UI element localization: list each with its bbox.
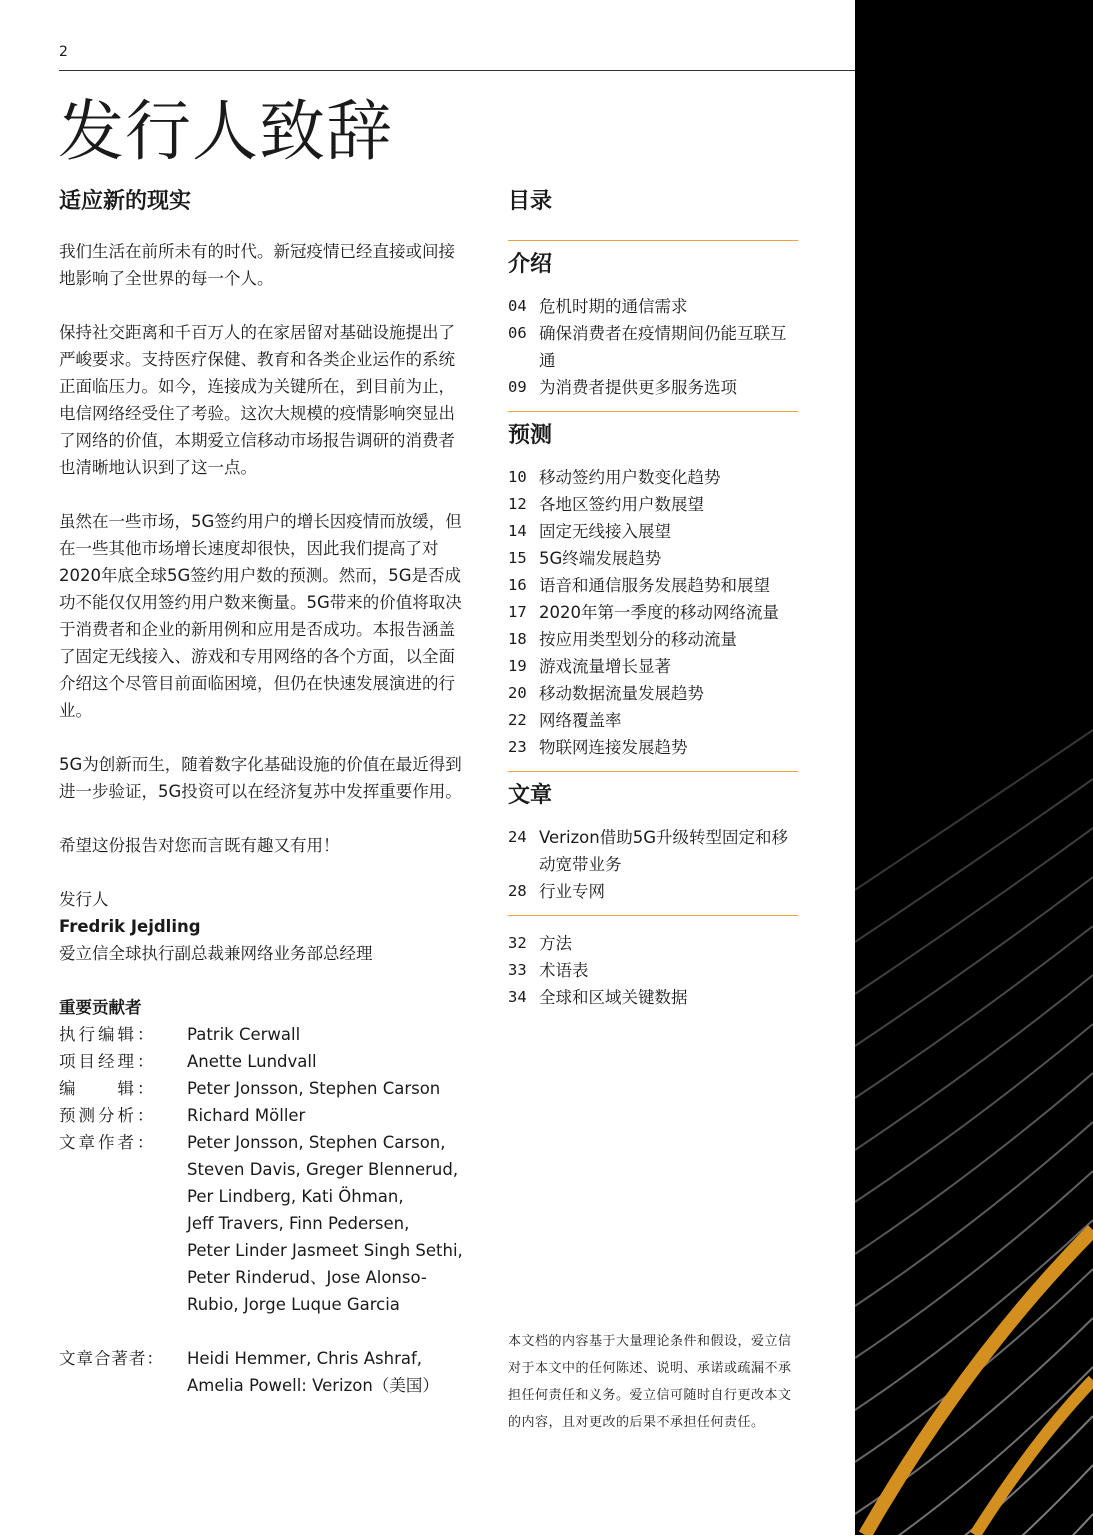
coauthor-row xyxy=(59,1345,464,1399)
toc-page-number: 20 xyxy=(508,684,527,702)
toc-page-number: 24 xyxy=(508,828,527,846)
letter-heading: 适应新的现实 xyxy=(59,189,192,214)
contributor-names xyxy=(187,1129,464,1318)
toc-page-number: 19 xyxy=(508,657,527,675)
toc-item[interactable] xyxy=(508,599,798,626)
stripe-line xyxy=(855,1122,1093,1306)
toc-page-number: 18 xyxy=(508,630,527,648)
toc-item[interactable] xyxy=(508,545,798,572)
letter-paragraph: 虽然在一些市场，5G签约用户的增长因疫情而放缓，但在一些其他市场增长速度却很快，因此我们提高了对2020年底全球5G签约用户数的预测。然而，5G是否成功不能仅仅用签约用户数来衡量。5G带来的价值将取决于消费者和企业的新用例和应用是否成功。本报告涵盖了固定无线接入、游戏和专用网络的各个方面，以全面介绍这个尽管目前面临困境，但仍在快速发展演进的行业。 xyxy=(59,512,462,720)
toc-page-number: 14 xyxy=(508,522,527,540)
stripes-graphic xyxy=(855,0,1093,1535)
contributor-row xyxy=(59,1129,464,1318)
toc-section-title: 预测 xyxy=(508,423,553,448)
letter-paragraph: 我们生活在前所未有的时代。新冠疫情已经直接或间接地影响了全世界的每一个人。 xyxy=(59,242,455,288)
toc-section xyxy=(508,915,798,1021)
stripe-line xyxy=(855,975,1093,1150)
toc-item[interactable] xyxy=(508,464,798,491)
stripe-line xyxy=(855,730,1093,890)
toc-section-title: 文章 xyxy=(508,783,553,808)
toc-item[interactable] xyxy=(508,518,798,545)
toc-entry-text: 移动签约用户数变化趋势 xyxy=(539,468,721,487)
letter-paragraph: 5G为创新而生，随着数字化基础设施的价值在最近得到进一步验证，5G投资可以在经济复苏中发挥重要作用。 xyxy=(59,755,462,801)
toc-entry-text: 全球和区域关键数据 xyxy=(539,988,688,1007)
signature-position: 爱立信全球执行副总裁兼网络业务部总经理 xyxy=(59,944,373,963)
contributor-names xyxy=(187,1048,464,1075)
toc-entry-text: 为消费者提供更多服务选项 xyxy=(539,378,737,397)
toc-section xyxy=(508,771,798,915)
publisher-letter xyxy=(59,186,464,1399)
contributor-name: Peter Linder Jasmeet Singh Sethi, xyxy=(187,1241,463,1260)
signature-label: 发行人 xyxy=(59,890,109,909)
toc-title: 目录 xyxy=(508,189,553,214)
stripe-line xyxy=(855,877,1093,1046)
contributor-row xyxy=(59,1102,464,1129)
toc-item[interactable] xyxy=(508,984,798,1011)
contributor-names xyxy=(187,1102,464,1129)
orange-stripe xyxy=(975,1380,1093,1535)
contributor-name: Per Lindberg, Kati Öhman, xyxy=(187,1187,404,1206)
contributor-names xyxy=(187,1075,464,1102)
toc-entry-text: 5G终端发展趋势 xyxy=(539,549,662,568)
contributor-role: 预测分析： xyxy=(59,1106,157,1125)
toc-page-number: 12 xyxy=(508,495,527,513)
toc-item[interactable] xyxy=(508,653,798,680)
contributors-list xyxy=(59,1021,464,1318)
contributor-name: Steven Davis, Greger Blennerud, xyxy=(187,1160,459,1179)
toc-page-number: 06 xyxy=(508,324,527,342)
contributor-row xyxy=(59,1048,464,1075)
stripe-line xyxy=(855,1024,1093,1202)
contributor-name: Heidi Hemmer, Chris Ashraf, xyxy=(187,1349,423,1368)
contributor-name: Jeff Travers, Finn Pedersen, xyxy=(187,1214,410,1233)
toc-item[interactable] xyxy=(508,930,798,957)
toc-item[interactable] xyxy=(508,824,798,878)
toc-item[interactable] xyxy=(508,734,798,761)
contributor-name: Richard Möller xyxy=(187,1106,306,1125)
disclaimer: 本文档的内容基于大量理论条件和假设，爱立信对于本文中的任何陈述、说明、承诺或疏漏不承担任何责任和义务。爱立信可随时自行更改本文的内容，且对更改的后果不承担任何责任。 xyxy=(508,1334,792,1430)
toc-section xyxy=(508,240,798,411)
signature-name: Fredrik Jejdling xyxy=(59,917,201,936)
contributor-name: Peter Jonsson, Stephen Carson, xyxy=(187,1133,446,1152)
toc-page-number: 04 xyxy=(508,297,527,315)
toc-entry-text: 术语表 xyxy=(539,961,589,980)
toc-entry-text: 2020年第一季度的移动网络流量 xyxy=(539,603,779,622)
stripe-line xyxy=(855,779,1093,942)
letter-paragraph: 保持社交距离和千百万人的在家居留对基础设施提出了严峻要求。支持医疗保健、教育和各类企业运作的系统正面临压力。如今，连接成为关键所在，到目前为止，电信网络经受住了考验。这次大规模的疫情影响突显出了网络的价值，本期爱立信移动市场报告调研的消费者也清晰地认识到了这一点。 xyxy=(59,323,455,477)
header-rule xyxy=(59,70,855,71)
toc-sections xyxy=(508,240,798,1021)
toc-section-title: 介绍 xyxy=(508,252,553,277)
contributor-names xyxy=(187,1345,464,1399)
toc-page-number: 33 xyxy=(508,961,527,979)
toc-page-number: 09 xyxy=(508,378,527,396)
toc-page-number: 10 xyxy=(508,468,527,486)
contributor-name: Peter Rinderud、Jose Alonso- xyxy=(187,1268,427,1287)
contributor-name: Rubio, Jorge Luque Garcia xyxy=(187,1295,400,1314)
page-number: 2 xyxy=(59,44,68,60)
toc-entry-text: 固定无线接入展望 xyxy=(539,522,671,541)
stripe-line xyxy=(855,1220,1093,1410)
contributor-role: 执行编辑： xyxy=(59,1025,157,1044)
toc-entry-text: Verizon借助5G升级转型固定和移动宽带业务 xyxy=(539,828,789,874)
toc-item[interactable] xyxy=(508,878,798,905)
decorative-stripes-image xyxy=(855,0,1093,1535)
contributor-names xyxy=(187,1021,464,1048)
toc-item[interactable] xyxy=(508,572,798,599)
toc-item[interactable] xyxy=(508,707,798,734)
toc-page-number: 16 xyxy=(508,576,527,594)
contributors-heading: 重要贡献者 xyxy=(59,998,142,1017)
toc-entry-text: 物联网连接发展趋势 xyxy=(539,738,688,757)
toc-page-number: 32 xyxy=(508,934,527,952)
toc-entry-text: 各地区签约用户数展望 xyxy=(539,495,704,514)
toc-entry-text: 游戏流量增长显著 xyxy=(539,657,671,676)
contributor-name: Patrik Cerwall xyxy=(187,1025,301,1044)
toc-item[interactable] xyxy=(508,374,798,401)
toc-page-number: 34 xyxy=(508,988,527,1006)
toc-page-number: 15 xyxy=(508,549,527,567)
toc-page-number: 23 xyxy=(508,738,527,756)
table-of-contents xyxy=(508,186,798,1021)
toc-item[interactable] xyxy=(508,293,798,320)
toc-item[interactable] xyxy=(508,626,798,653)
toc-item[interactable] xyxy=(508,491,798,518)
stripe-line xyxy=(855,828,1093,994)
page-title: 发行人致辞 xyxy=(58,93,393,170)
toc-entry-text: 网络覆盖率 xyxy=(539,711,622,730)
toc-page-number: 17 xyxy=(508,603,527,621)
toc-entry-text: 危机时期的通信需求 xyxy=(539,297,688,316)
toc-section xyxy=(508,411,798,771)
toc-entry-text: 按应用类型划分的移动流量 xyxy=(539,630,737,649)
contributor-name: Amelia Powell: Verizon（美国） xyxy=(187,1376,439,1395)
toc-entry-text: 语音和通信服务发展趋势和展望 xyxy=(539,576,770,595)
toc-entry-text: 方法 xyxy=(539,934,572,953)
contributor-row xyxy=(59,1021,464,1048)
toc-entry-text: 移动数据流量发展趋势 xyxy=(539,684,704,703)
contributor-role: 文章合著者： xyxy=(59,1349,164,1368)
letter-paragraph: 希望这份报告对您而言既有趣又有用！ xyxy=(59,836,340,855)
signature-block xyxy=(59,886,464,967)
contributor-name: Peter Jonsson, Stephen Carson xyxy=(187,1079,441,1098)
toc-item[interactable] xyxy=(508,957,798,984)
toc-page-number: 28 xyxy=(508,882,527,900)
contributor-row xyxy=(59,1075,464,1102)
stripe-line xyxy=(855,1073,1093,1254)
contributor-role: 文章作者： xyxy=(59,1133,157,1152)
toc-entry-text: 确保消费者在疫情期间仍能互联互通 xyxy=(539,324,787,370)
contributor-name: Anette Lundvall xyxy=(187,1052,317,1071)
contributor-role: 编 辑： xyxy=(59,1079,157,1098)
toc-page-number: 22 xyxy=(508,711,527,729)
stripe-line xyxy=(855,926,1093,1098)
toc-item[interactable] xyxy=(508,320,798,374)
toc-item[interactable] xyxy=(508,680,798,707)
contributor-role: 项目经理： xyxy=(59,1052,157,1071)
toc-entry-text: 行业专网 xyxy=(539,882,605,901)
